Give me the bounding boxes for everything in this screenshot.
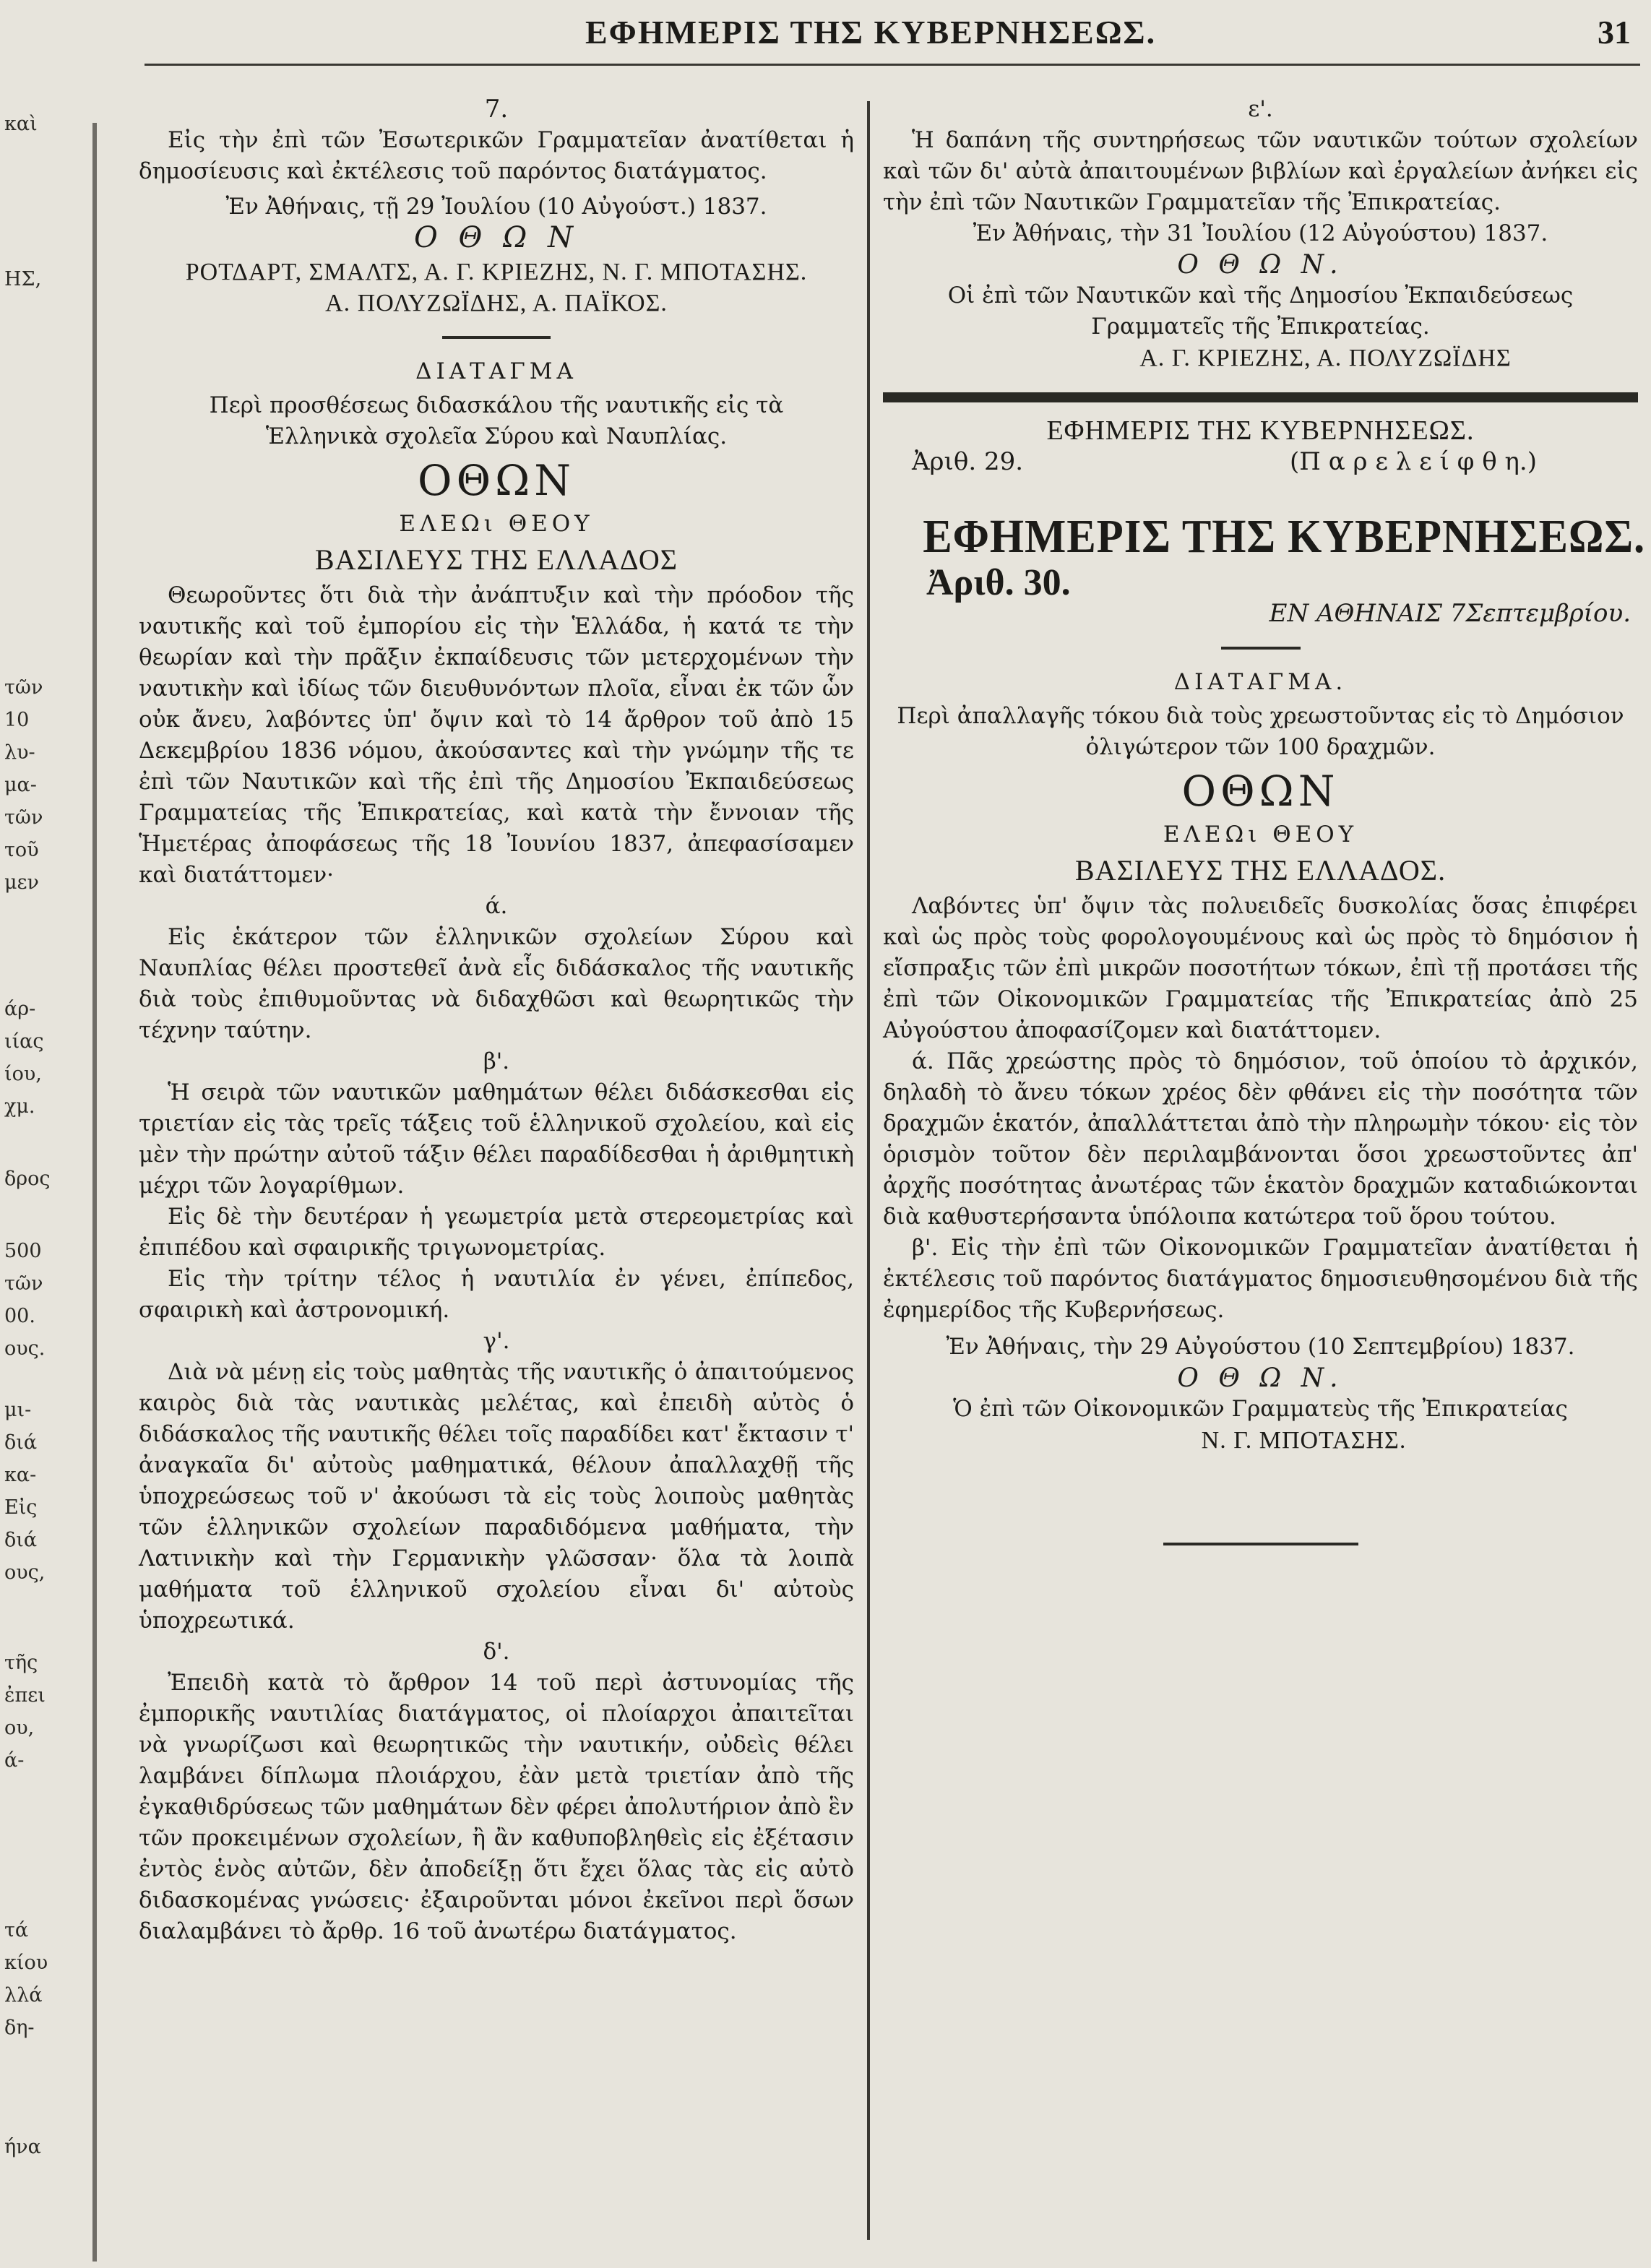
margin-fragment: ους, [4,1561,46,1584]
margin-fragment: άρ- [4,998,36,1020]
header-rule [145,64,1640,66]
by-grace-of-god: ΕΛΕΩι ΘΕΟΥ [1163,822,1358,848]
secretary-name: Ν. Γ. ΜΠΟΤΑΣΗΣ. [1201,1427,1407,1454]
ministers-line: ΡΟΤΔΑΡΤ, ΣΜΑΛΤΣ, Α. Γ. ΚΡΙΕΖΗΣ, Ν. Γ. ΜΠΟΤΑΣΗΣ. [185,259,808,285]
margin-fragment: λλά [4,1984,43,2006]
place-date: ΕΝ ΑΘΗΝΑΙΣ 7Σεπτεμβρίου. [1269,599,1631,628]
running-head [0,13,1651,56]
column-rule [867,101,870,2240]
king-name: ΟΘΩΝ [1181,767,1340,816]
issue-number: Ἀριθ. 30. [926,562,1071,603]
margin-fragment: διά [4,1431,38,1454]
article-text: Εἰς τὴν ἐπὶ τῶν Ἐσωτερικῶν Γραμματεῖαν ἀνατίθεται ἡ δημοσίευσις καὶ ἐκτέλεσις τοῦ παρόντος διατάγματος. [139,127,854,184]
margin-fragment: λυ- [4,741,35,764]
margin-fragment: διά [4,1529,38,1551]
margin-fragment: ἐπει [4,1684,46,1707]
previous-page-margin [0,87,51,2261]
decree-date: Ἐν Ἀθήναις, τὴν 29 Αὐγούστου (10 Σεπτεμβρίου) 1837. [946,1334,1575,1360]
royal-signature: Ο Θ Ω Ν. [1177,1363,1344,1393]
page-edge-rule [92,123,97,2261]
decree-heading: ΔΙΑΤΑΓΜΑ. [1173,669,1348,695]
article-text: Εἰς ἑκάτερον τῶν ἑλληνικῶν σχολείων Σύρου καὶ Ναυπλίας θέλει προστεθεῖ ἀνὰ εἷς διδάσκαλος τῆς ναυτικῆς διὰ τοὺς ἐπιθυμοῦντας νὰ διδαχθῶσι καὶ θεωρητικῶς τὴν τέχνην ταύτην. [139,924,854,1043]
spacer [883,478,1638,506]
margin-fragment: ήνα [4,2136,41,2158]
article-text: ά. Πᾶς χρεώστης πρὸς τὸ δημόσιον, τοῦ ὁποίου τὸ ἀρχικόν, δηλαδὴ τὸ ἄνευ τόκων χρέος δὲν φθάνει εἰς τὴν ποσότητα τῶν δραχμῶν ἑκατόν, ἀπαλλάττεται ἀπὸ τὴν πληρωμὴν τόκου· εἰς τὸν ὁρισμὸν τοῦτον δὲν περιλαμβάνονται ὅσοι χρεωστοῦντες ἀπ' ἀρχῆς ποσότητας ἀνωτέρας τῶν ἑκατὸν δραχμῶν καταδιώκονται διὰ καθυστερήσαντα ὑπόλοιπα κατώτερα τοῦ ὅρου τούτου. [883,1048,1638,1230]
margin-fragment: τοῦ [4,839,39,861]
margin-fragment: ους. [4,1337,46,1360]
decree-subject: Περὶ ἀπαλλαγῆς τόκου διὰ τοὺς χρεωστοῦντας εἰς τὸ Δημόσιον ὀλιγώτερον τῶν 100 δραχμῶν. [897,703,1624,760]
page-number: 31 [1598,14,1631,51]
decree-subject: Περὶ προσθέσεως διδασκάλου τῆς ναυτικῆς εἰς τὰ Ἑλληνικὰ σχολεῖα Σύρου καὶ Ναυπλίας. [209,392,784,449]
gazette-title-small: ΕΦΗΜΕΡΙΣ ΤΗΣ ΚΥΒΕΡΝΗΣΕΩΣ. [1046,415,1475,446]
section-divider [442,336,551,339]
issue-29-row [883,447,1638,478]
margin-fragment: ά- [4,1749,25,1772]
margin-fragment: 500 [4,1240,42,1262]
omitted-note: (Π α ρ ε λ ε ί φ θ η.) [1290,447,1537,476]
article-text: Διὰ νὰ μένῃ εἰς τοὺς μαθητὰς τῆς ναυτικῆς ὁ ἀπαιτούμενος καιρὸς διὰ τὰς ναυτικὰς μελέτας, καὶ ἐπειδὴ αὐτὸς ὁ διδάσκαλος τῆς ναυτικῆς θέλει τοῖς παραδίδει κατ' ἔκτασιν τ' ἀναγκαῖα δι' αὐτοὺς μαθηματικά, θέλουν ἀπαλλαχθῇ τῆς ὑποχρεώσεως τοῦ ν' ἀκούωσι τὰ εἰς τοὺς λοιποὺς μαθητὰς τῶν ἑλληνικῶν σχολείων παραδιδόμενα μαθήματα, τὴν Λατινικὴν καὶ τὴν Γερμανικὴν γλῶσσαν· ὅλα τὰ λοιπὰ μαθήματα τοῦ ἑλληνικοῦ σχολείου εἶναι δι' αὐτοὺς ὑποχρεωτικά. [139,1359,854,1634]
thick-divider [883,392,1638,402]
margin-fragment: 10 [4,709,30,731]
secretaries: Οἱ ἐπὶ τῶν Ναυτικῶν καὶ τῆς Δημοσίου Ἐκπαιδεύσεως Γραμματεῖς τῆς Ἐπικρατείας. [947,283,1574,340]
section-divider [1221,647,1301,650]
margin-fragment: Εἰς [4,1496,38,1519]
margin-fragment: ιίας [4,1030,44,1053]
margin-fragment: ΗΣ, [4,268,42,290]
margin-fragment: κίου [4,1952,48,1974]
margin-fragment: τά [4,1919,29,1941]
king-title: ΒΑΣΙΛΕΥΣ ΤΗΣ ΕΛΛΑΔΟΣ. [1074,854,1447,887]
margin-fragment: τῆς [4,1652,38,1674]
margin-fragment: μα- [4,774,37,796]
king-name: ΟΘΩΝ [418,456,575,505]
article-text: Ἐπειδὴ κατὰ τὸ ἄρθρον 14 τοῦ περὶ ἀστυνομίας τῆς ἐμπορικῆς ναυτιλίας διατάγματος, οἱ πλοίαρχοι ἀπαιτεῖται νὰ γνωρίζωσι καὶ θεωρητικῶς τὴν ναυτικήν, οὐδεὶς θέλει λαμβάνει δίπλωμα πλοιάρχου, ἐὰν μετὰ τριετίαν ἀπὸ τῆς ἐγκαθιδρύσεως τῶν μαθημάτων δὲν φέρει ἀπολυτήριον ἀπὸ ἓν τῶν προκειμένων σχολείων, ἢ ἂν καθυποβληθεὶς εἰς ἐξέτασιν ἐντὸς ἑνὸς αὐτῶν, δὲν ἀποδείξῃ ὅτι ἔχει ὅλας τὰς εἰς αὐτὸ διδασκομένας γνώσεις· ἐξαιροῦνται μόνοι ἐκεῖνοι περὶ ὅσων διαλαμβάνει τὸ ἄρθρ. 16 τοῦ ἀνωτέρω διατάγματος. [139,1670,854,1944]
margin-fragment: τῶν [4,806,43,829]
margin-fragment: μι- [4,1399,32,1421]
article-text: Ἡ σειρὰ τῶν ναυτικῶν μαθημάτων θέλει διδάσκεσθαι εἰς τριετίαν εἰς τὰς τρεῖς τάξεις τοῦ ἑλληνικοῦ σχολείου, καὶ εἰς μὲν τὴν πρώτην αὐτοῦ τάξιν θέλει παραδίδεσθαι ἡ ἀριθμητικὴ μέχρι τῶν λογαρίθμων. [139,1079,854,1199]
article-text: β'. Εἰς τὴν ἐπὶ τῶν Οἰκονομικῶν Γραμματεῖαν ἀνατίθεται ἡ ἐκτέλεσις τοῦ παρόντος διατάγματος δημοσιευθησομένου διὰ τῆς ἐφημερίδος τῆς Κυβερνήσεως. [883,1235,1638,1323]
article-label: ε'. [1248,96,1273,122]
article-label: ά. [485,893,508,919]
ministers-line: Α. ΠΟΛΥΖΩΪΔΗΣ, Α. ΠΑΪΚΟΣ. [325,290,668,316]
margin-fragment: 00. [4,1305,35,1327]
decree-heading: ΔΙΑΤΑΓΜΑ [415,358,577,384]
article-number: 7. [484,95,509,124]
secretary-names: Α. Γ. ΚΡΙΕΖΗΣ, Α. ΠΟΛΥΖΩΪΔΗΣ [1139,345,1512,371]
decree-date: Ἐν Ἀθήναις, τὴν 31 Ἰουλίου (12 Αὐγούστου) 1837. [973,220,1548,246]
margin-fragment: καὶ [4,113,38,135]
margin-fragment: τῶν [4,1272,43,1295]
right-column [883,94,1646,1563]
margin-fragment: μεν [4,871,39,894]
article-label: γ'. [483,1328,510,1354]
article-label: β'. [483,1048,510,1074]
article-text: Εἰς δὲ τὴν δευτέραν ἡ γεωμετρία μετὰ στερεομετρίας καὶ ἐπιπέδου καὶ σφαιρικῆς τριγωνομετρίας. [139,1204,854,1261]
left-column [139,94,854,1947]
secretary-title: Ὁ ἐπὶ τῶν Οἰκονομικῶν Γραμματεὺς τῆς Ἐπικρατείας [953,1396,1568,1422]
running-title: ΕΦΗΜΕΡΙΣ ΤΗΣ ΚΥΒΕΡΝΗΣΕΩΣ. [585,14,1157,51]
article-label: δ'. [483,1639,510,1665]
margin-fragment: τῶν [4,676,43,699]
decree-date: Ἐν Ἀθήναις, τῇ 29 Ἰουλίου (10 Αὐγούστ.) 1837. [225,194,767,220]
margin-fragment: ίου, [4,1063,42,1085]
article-text: Εἰς τὴν τρίτην τέλος ἡ ναυτιλία ἐν γένει, ἐπίπεδος, σφαιρικὴ καὶ ἀστρονομική. [139,1266,854,1323]
issue-number: Ἀριθ. 29. [912,447,1024,476]
royal-signature: Ο Θ Ω Ν [414,221,579,254]
margin-fragment: χμ. [4,1095,35,1118]
gazette-title-large: ΕΦΗΜΕΡΙΣ ΤΗΣ ΚΥΒΕΡΝΗΣΕΩΣ. [923,510,1646,563]
end-divider [1163,1543,1358,1545]
king-title: ΒΑΣΙΛΕΥΣ ΤΗΣ ΕΛΛΑΔΟΣ [314,543,678,576]
margin-fragment: δρος [4,1168,51,1190]
margin-fragment: δη- [4,2017,35,2039]
margin-fragment: κα- [4,1464,37,1486]
royal-signature: Ο Θ Ω Ν. [1177,250,1344,280]
preamble: Θεωροῦντες ὅτι διὰ τὴν ἀνάπτυξιν καὶ τὴν πρόοδον τῆς ναυτικῆς καὶ τοῦ ἐμπορίου εἰς τὴν Ἑλλάδα, ἡ κατά τε τὴν θεωρίαν καὶ τὴν πρᾶξιν ἐκπαίδευσις τῶν μετερχομένων τὴν ναυτικὴν καὶ ἰδίως τῶν διευθυνόντων πλοῖα, εἶναι ἐκ τῶν ὧν οὐκ ἄνευ, λαβόντες ὑπ' ὄψιν καὶ τὸ 14 ἄρθρον τοῦ ἀπὸ 15 Δεκεμβρίου 1836 νόμου, ἀκούσαντες καὶ τὴν γνώμην τῆς τε ἐπὶ τῶν Ναυτικῶν καὶ τῆς ἐπὶ τῆς Δημοσίου Ἐκπαιδεύσεως Γραμματείας τῆς Ἐπικρατείας, καὶ κατὰ τὴν ἔννοιαν τῆς Ἡμετέρας ἀποφάσεως τῆς 18 Ἰουνίου 1837, ἀπεφασίσαμεν καὶ διατάττομεν· [139,582,854,888]
margin-fragment: ου, [4,1717,35,1739]
article-text: Ἡ δαπάνη τῆς συντηρήσεως τῶν ναυτικῶν τούτων σχολείων καὶ τῶν δι' αὐτὰ ἀπαιτουμένων βιβλίων καὶ ἐργαλείων ἀνήκει εἰς τὴν ἐπὶ τῶν Ναυτικῶν Γραμματεῖαν τῆς Ἐπικρατείας. [883,127,1638,215]
by-grace-of-god: ΕΛΕΩι ΘΕΟΥ [399,511,594,537]
preamble: Λαβόντες ὑπ' ὄψιν τὰς πολυειδεῖς δυσκολίας ὅσας ἐπιφέρει καὶ ὡς πρὸς τοὺς φορολογουμένους καὶ ὡς πρὸς τὸ δημόσιον ἡ εἴσπραξις τῶν ἐπὶ μικρῶν ποσοτήτων τόκων, ἐπὶ τῇ προτάσει τῆς ἐπὶ τῶν Οἰκονομικῶν Γραμματείας τῆς Ἐπικρατείας ἀπὸ 25 Αὐγούστου ἀποφασίζομεν καὶ διατάττομεν. [883,893,1638,1043]
